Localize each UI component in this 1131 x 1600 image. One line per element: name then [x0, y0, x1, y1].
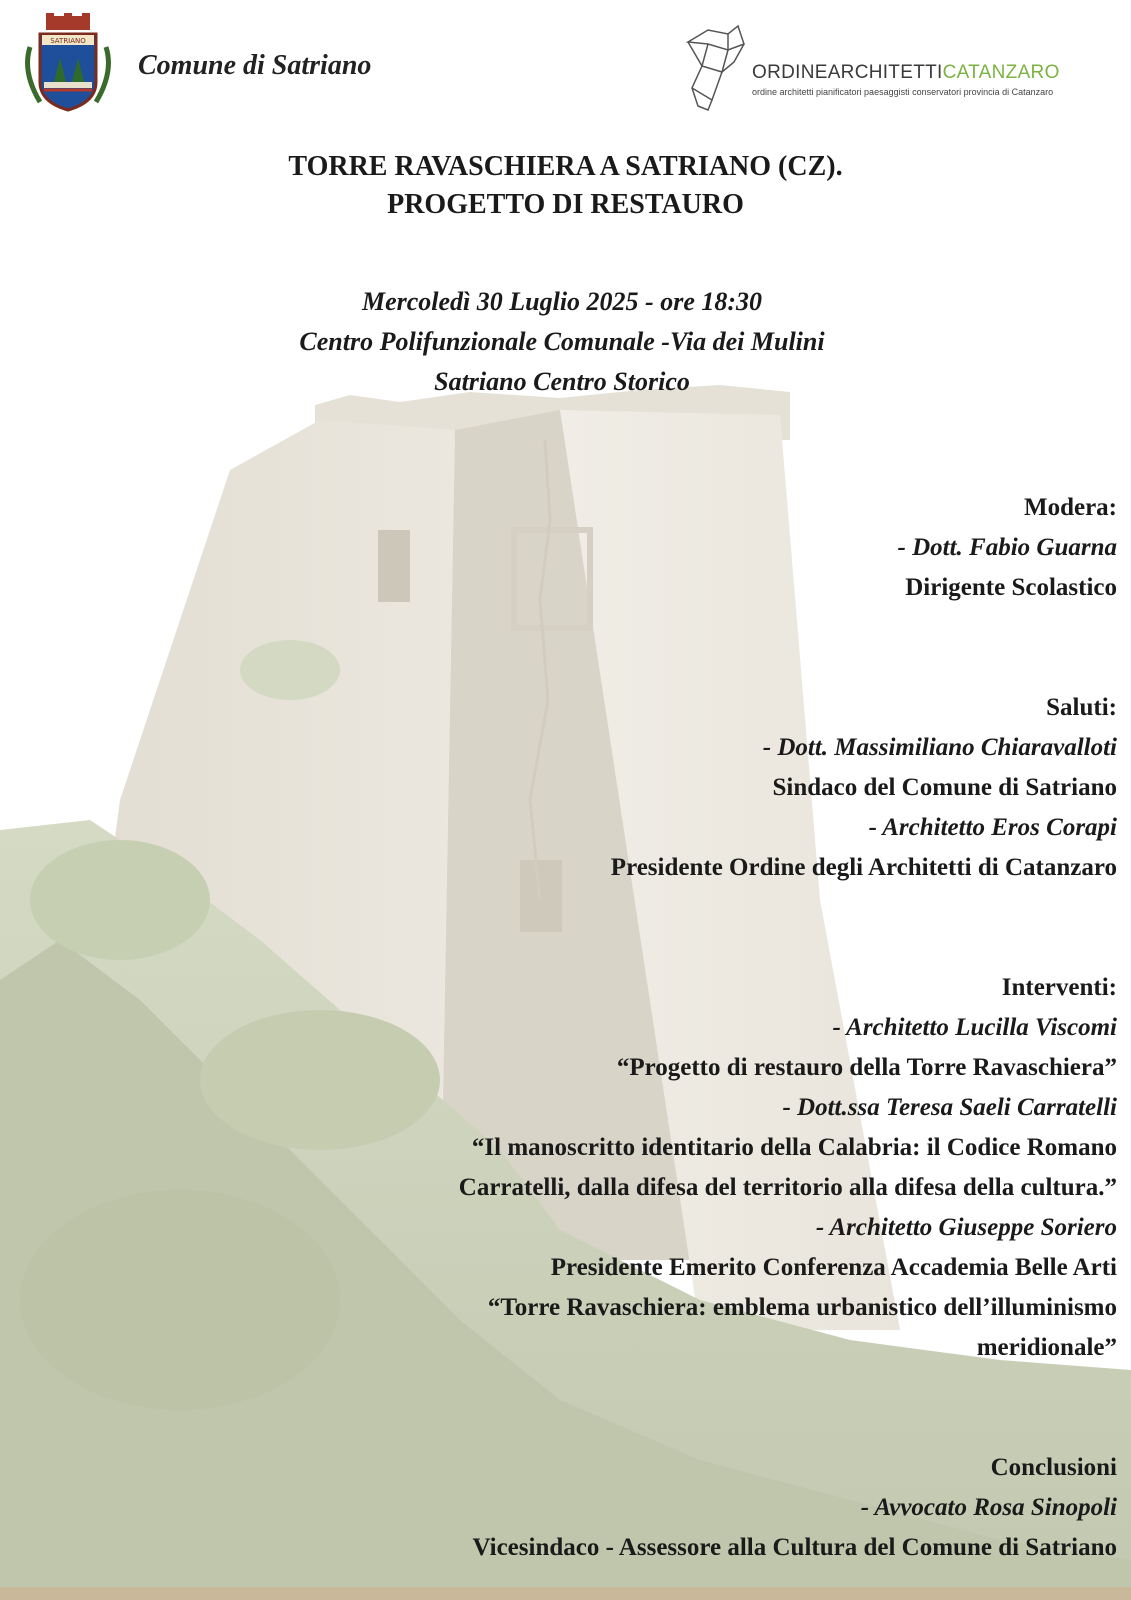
speaker-name: - Architetto Eros Corapi: [868, 814, 1117, 841]
section-conclusioni-label: Conclusioni: [990, 1454, 1117, 1481]
speaker-name: - Dott.ssa Teresa Saeli Carratelli: [782, 1094, 1117, 1121]
speaker-name: - Architetto Lucilla Viscomi: [832, 1014, 1117, 1041]
event-date: Mercoledì 30 Luglio 2025 - ore 18:30: [361, 287, 763, 316]
header: [0, 0, 1131, 130]
oa-title-part2: CATANZARO: [942, 62, 1060, 83]
oa-title-part1: ORDINEARCHITETTI: [752, 62, 943, 83]
ordine-architetti-subtitle: ordine architetti pianificatori paesaggisti conservatori provincia di Catanzaro: [752, 87, 1054, 97]
talk-title: “Progetto di restauro della Torre Ravaschiera”: [616, 1054, 1117, 1081]
speaker-role: Presidente Emerito Conferenza Accademia Belle Arti: [550, 1254, 1117, 1281]
spacer: [257, 888, 1117, 968]
section-modera-label: Modera:: [1023, 494, 1117, 521]
bottom-border: [0, 1587, 1131, 1600]
program: [257, 488, 1117, 1568]
talk-title: meridionale”: [976, 1334, 1117, 1361]
section-interventi-label: Interventi:: [1001, 974, 1117, 1001]
event-place: Satriano Centro Storico: [434, 367, 690, 396]
ordine-architetti-title: [752, 62, 1060, 84]
speaker-name: - Architetto Giuseppe Soriero: [815, 1214, 1117, 1241]
comune-name: Comune di Satriano: [138, 50, 372, 81]
speaker-name: - Dott. Massimiliano Chiaravalloti: [762, 734, 1117, 761]
talk-title: Carratelli, dalla difesa del territorio alla difesa della cultura.”: [458, 1174, 1117, 1201]
moderator-name: - Dott. Fabio Guarna: [897, 534, 1117, 561]
talk-title: “Torre Ravaschiera: emblema urbanistico dell’illuminismo: [487, 1294, 1117, 1321]
moderator-role: Dirigente Scolastico: [905, 574, 1117, 601]
title-line-1: TORRE RAVASCHIERA A SATRIANO (CZ).: [288, 151, 843, 182]
speaker-role: Presidente Ordine degli Architetti di Catanzaro: [610, 854, 1117, 881]
event-title: [0, 148, 1131, 224]
talk-title: “Il manoscritto identitario della Calabria: il Codice Romano: [471, 1134, 1117, 1161]
section-saluti-label: Saluti:: [1046, 694, 1117, 721]
spacer: [257, 1368, 1117, 1448]
comune-crest-logo: [20, 12, 116, 116]
spacer: [257, 608, 1117, 688]
speaker-role: Sindaco del Comune di Satriano: [772, 774, 1117, 801]
event-details: [0, 282, 1124, 402]
event-venue: Centro Polifunzionale Comunale -Via dei Mulini: [299, 327, 825, 356]
title-line-2: PROGETTO DI RESTAURO: [387, 189, 744, 220]
speaker-name: - Avvocato Rosa Sinopoli: [860, 1494, 1117, 1521]
speaker-role: Vicesindaco - Assessore alla Cultura del Comune di Satriano: [472, 1534, 1117, 1561]
svg-text:SATRIANO: SATRIANO: [50, 37, 86, 45]
